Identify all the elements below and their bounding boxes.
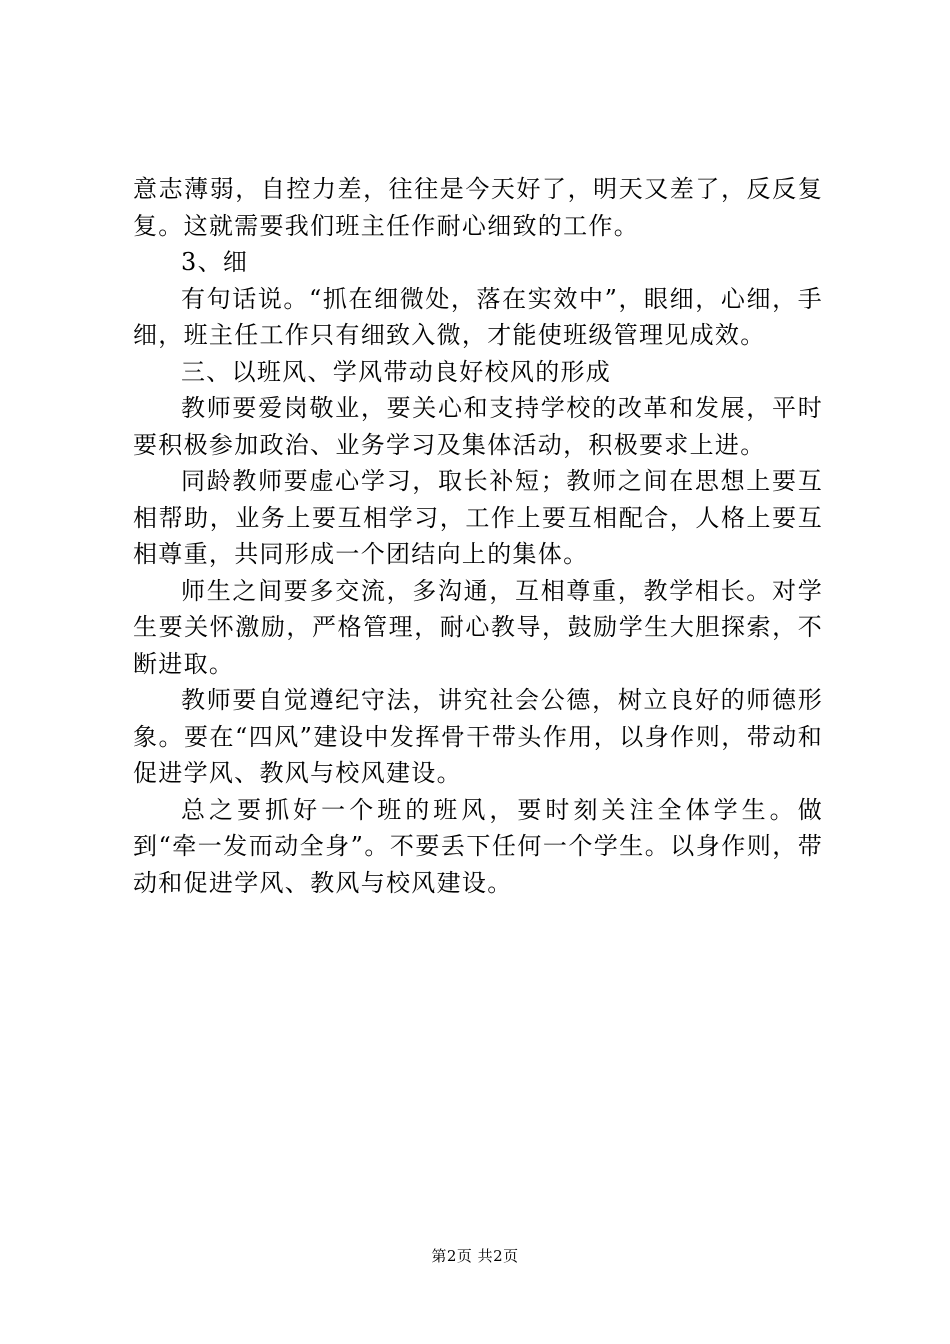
section-heading-three: 三、以班风、学风带动良好校风的形成 <box>181 357 612 386</box>
paragraph-continuation: 意志薄弱，自控力差，往往是今天好了，明天又差了，反反复复。这就需要我们班主任作耐心细致的工作。 <box>133 175 823 240</box>
paragraph-ethics: 教师要自觉遵纪守法，讲究社会公德，树立良好的师德形象。要在“四风”建设中发挥骨干带头作用，以身作则，带动和促进学风、教风与校风建设。 <box>133 686 823 787</box>
paragraph-conclusion: 总之要抓好一个班的班风，要时刻关注全体学生。做到“牵一发而动全身”。不要丢下任何一个学生。以身作则，带动和促进学风、教风与校风建设。 <box>133 795 823 897</box>
subheading-detail: 3、细 <box>181 248 249 276</box>
paragraph-colleagues: 同龄教师要虚心学习，取长补短；教师之间在思想上要互相帮助，业务上要互相学习，工作上要互相配合，人格上要互相尊重，共同形成一个团结向上的集体。 <box>133 467 823 568</box>
paragraph-teacher-student: 师生之间要多交流，多沟通，互相尊重，教学相长。对学生要关怀激励，严格管理，耐心教导，鼓励学生大胆探索，不断进取。 <box>133 576 823 678</box>
document-body <box>133 171 823 901</box>
page-number-footer: 第2页 共2页 <box>431 1247 519 1265</box>
paragraph-detail: 有句话说。“抓在细微处，落在实效中”，眼细，心细，手细，班主任工作只有细致入微，才能使班级管理见成效。 <box>133 284 823 349</box>
paragraph-dedication: 教师要爱岗敬业，要关心和支持学校的改革和发展，平时要积极参加政治、业务学习及集体活动，积极要求上进。 <box>133 394 823 459</box>
